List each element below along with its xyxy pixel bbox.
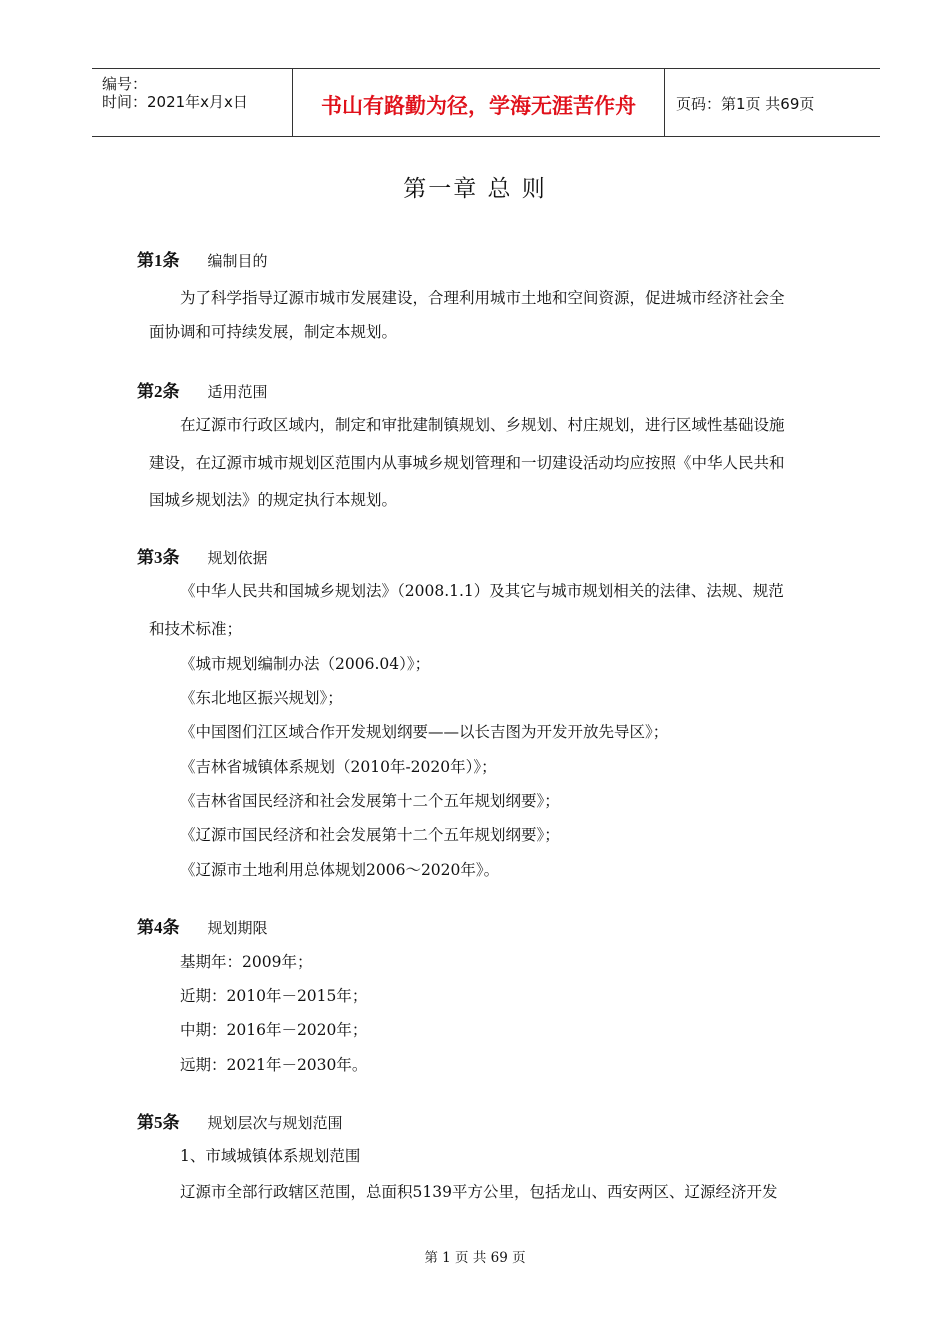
body-line: 辽源市全部行政辖区范围，总面积5139平方公里，包括龙山、西安两区、辽源经济开发: [180, 1183, 778, 1201]
body-line: 近期：2010年－2015年；: [180, 987, 368, 1005]
article-number: 第3条: [137, 548, 180, 567]
body-line: 《吉林省国民经济和社会发展第十二个五年规划纲要》；: [180, 792, 560, 810]
article-heading: [137, 543, 268, 568]
article-number: 第5条: [137, 1113, 180, 1132]
body-line: 为了科学指导辽源市城市发展建设，合理利用城市土地和空间资源，促进城市经济社会全: [180, 289, 785, 307]
body-line: 基期年：2009年；: [180, 953, 313, 971]
motto: 书山有路勤为径，学海无涯苦作舟: [321, 94, 636, 118]
article-heading: [137, 246, 268, 271]
page-header: [92, 68, 880, 137]
header-right-cell: [665, 69, 880, 136]
body-line: 面协调和可持续发展，制定本规划。: [149, 323, 398, 341]
article-name: 编制目的: [207, 252, 268, 270]
body-line: 和技术标准；: [149, 620, 243, 638]
header-left-cell: [92, 69, 292, 136]
article-heading: [137, 377, 268, 402]
article-heading: [137, 913, 268, 938]
body-line: 《中华人民共和国城乡规划法》（2008.1.1）及其它与城市规划相关的法律、法规、规范: [180, 582, 784, 600]
page-footer: 第 1 页 共 69 页: [424, 1250, 526, 1266]
body-line: 《辽源市国民经济和社会发展第十二个五年规划纲要》；: [180, 826, 560, 844]
header-motto-cell: [292, 69, 665, 136]
article-number: 第4条: [137, 918, 180, 937]
article-name: 规划期限: [207, 919, 268, 937]
article-name: 规划层次与规划范围: [207, 1114, 343, 1132]
page-info: 页码：第1页 共69页: [676, 95, 815, 113]
article-name: 规划依据: [207, 549, 268, 567]
body-line: 远期：2021年－2030年。: [180, 1056, 368, 1074]
body-line: 《城市规划编制办法（2006.04）》；: [180, 655, 431, 673]
body-line: 在辽源市行政区域内，制定和审批建制镇规划、乡规划、村庄规划，进行区域性基础设施: [180, 416, 785, 434]
time-label: 时间：2021年x月x日: [102, 93, 248, 111]
body-line: 中期：2016年－2020年；: [180, 1021, 368, 1039]
body-line: 《东北地区振兴规划》；: [180, 689, 343, 707]
body-line: 《吉林省城镇体系规划（2010年-2020年）》；: [180, 758, 497, 776]
article-number: 第2条: [137, 382, 180, 401]
body-line: 《辽源市土地利用总体规划2006～2020年》。: [180, 861, 500, 879]
article-number: 第1条: [137, 251, 180, 270]
body-line: 《中国图们江区域合作开发规划纲要——以长吉图为开发开放先导区》；: [180, 723, 669, 741]
article-heading: [137, 1108, 343, 1133]
article-name: 适用范围: [207, 383, 268, 401]
body-line: 1、市域城镇体系规划范围: [180, 1147, 361, 1165]
chapter-title: 第一章 总 则: [403, 176, 547, 202]
serial-label: 编号：: [102, 75, 148, 93]
body-line: 国城乡规划法》的规定执行本规划。: [149, 491, 398, 509]
body-line: 建设，在辽源市城市规划区范围内从事城乡规划管理和一切建设活动均应按照《中华人民共和: [149, 454, 785, 472]
